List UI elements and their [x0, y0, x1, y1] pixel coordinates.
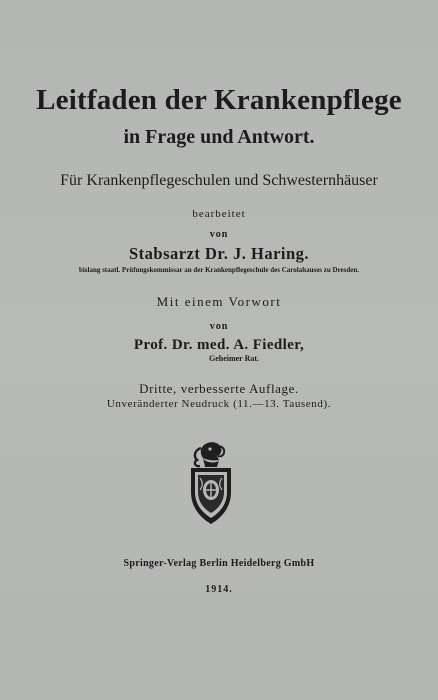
publisher: Springer-Verlag Berlin Heidelberg GmbH	[123, 558, 315, 569]
foreword-author: Prof. Dr. med. A. Fiedler,	[133, 337, 305, 353]
reprint-note: Unveränderter Neudruck (11.—13. Tausend).	[106, 398, 332, 410]
author-role: bislang staatl. Prüfungskommissar an der Krankenpflegeschule des Carolahauses zu Dresden.	[78, 266, 360, 274]
foreword-label: Mit einem Vorwort	[156, 294, 282, 309]
publication-year: 1914.	[205, 584, 233, 595]
by-label-foreword: von	[209, 321, 229, 332]
springer-knight-emblem-icon	[183, 440, 239, 526]
book-title: Leitfaden der Krankenpflege	[36, 84, 402, 116]
target-audience: Für Krankenpflegeschulen und Schwesternhäuser	[60, 172, 378, 189]
edited-label: bearbeitet	[192, 208, 246, 220]
by-label: von	[209, 229, 229, 240]
book-subtitle: in Frage und Antwort.	[123, 126, 315, 148]
author-name: Stabsarzt Dr. J. Haring.	[128, 244, 310, 263]
edition: Dritte, verbesserte Auflage.	[139, 381, 299, 396]
foreword-author-role: Geheimer Rat.	[208, 354, 260, 363]
